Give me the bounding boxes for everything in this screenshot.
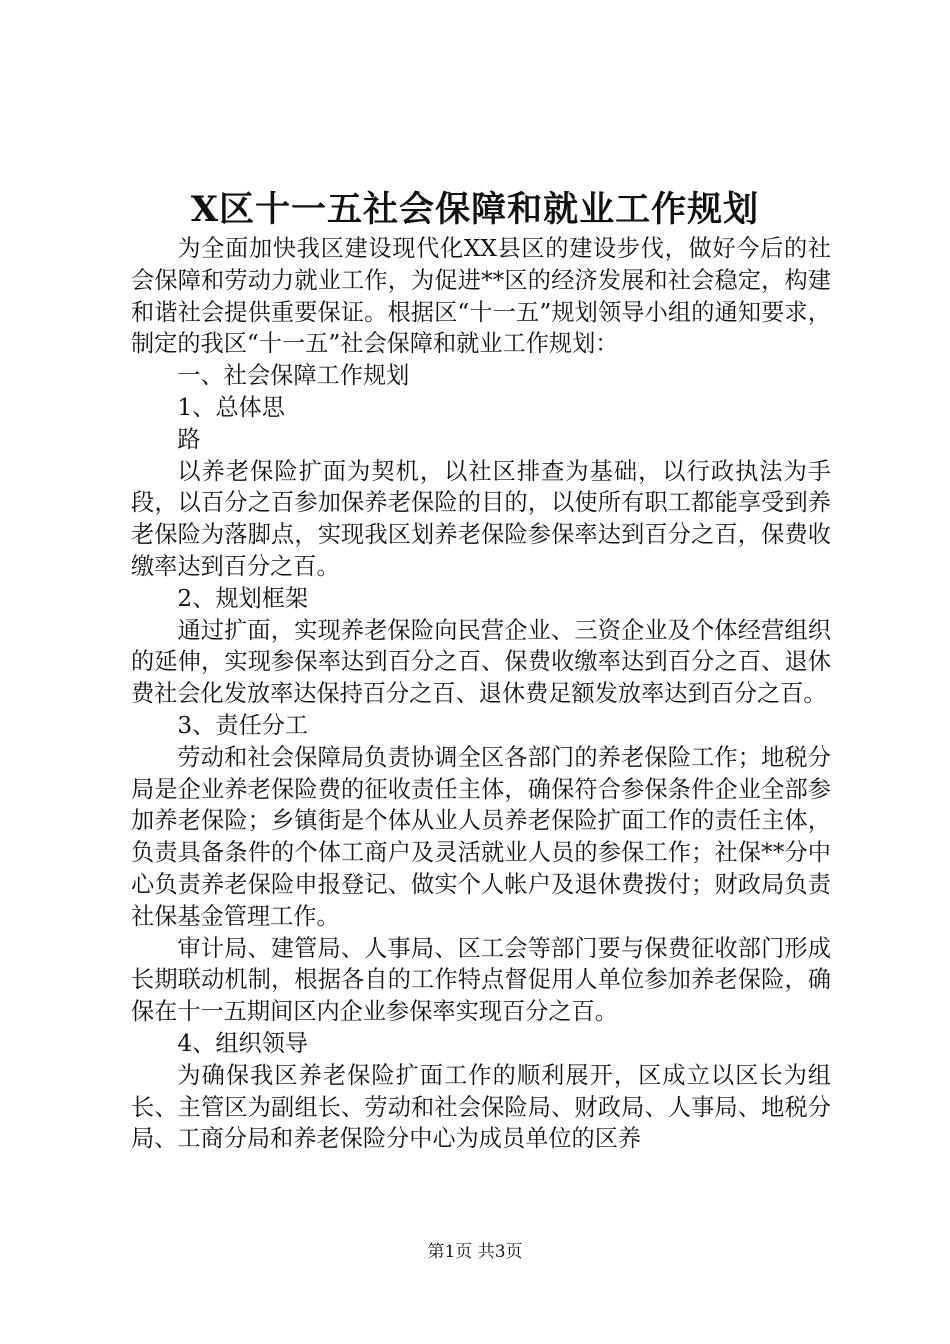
paragraph-3: 劳动和社会保障局负责协调全区各部门的养老保险工作；地税分局是企业养老保险费的征收责任主体，确保符合参保条件企业全部参加养老保险；乡镇街是个体从业人员养老保险扩面工作的责任主体，负责具备条件的个体工商户及灵活就业人员的参保工作；社保**分中心负责养老保险申报登记、做实个人帐户及退休费拨付；财政局负责社保基金管理工作。 bbox=[131, 743, 831, 930]
paragraph-4: 审计局、建管局、人事局、区工会等部门要与保费征收部门形成长期联动机制，根据各自的工作特点督促用人单位参加养老保险，确保在十一五期间区内企业参保率实现百分之百。 bbox=[131, 934, 831, 1026]
document-title: X区十一五社会保障和就业工作规划 bbox=[190, 189, 760, 230]
subheading-1-line-1: 1、总体思 bbox=[177, 393, 285, 421]
document-body bbox=[131, 233, 831, 1155]
page-footer: 第1页 共3页 bbox=[427, 1242, 523, 1262]
subheading-3: 3、责任分工 bbox=[177, 711, 309, 739]
subheading-1-line-2: 路 bbox=[177, 425, 201, 453]
paragraph-2: 通过扩面，实现养老保险向民营企业、三资企业及个体经营组织的延伸，实现参保率达到百分之百、保费收缴率达到百分之百、退休费社会化发放率达保持百分之百、退休费足额发放率达到百分之百。 bbox=[131, 616, 831, 708]
paragraph-1: 以养老保险扩面为契机，以社区排查为基础，以行政执法为手段，以百分之百参加保养老保险的目的，以使所有职工都能享受到养老保险为落脚点，实现我区划养老保险参保率达到百分之百，保费收缴率达到百分之百。 bbox=[131, 457, 831, 580]
paragraph-5: 为确保我区养老保险扩面工作的顺利展开，区成立以区长为组长、主管区为副组长、劳动和社会保险局、财政局、人事局、地税分局、工商分局和养老保险分中心为成员单位的区养 bbox=[131, 1061, 831, 1153]
section-heading-1: 一、社会保障工作规划 bbox=[177, 362, 410, 390]
intro-paragraph: 为全面加快我区建设现代化XX县区的建设步伐，做好今后的社会保障和劳动力就业工作，为促进**区的经济发展和社会稳定，构建和谐社会提供重要保证。根据区“十一五”规划领导小组的通知要求，制定的我区“十一五”社会保障和就业工作规划： bbox=[131, 235, 831, 358]
subheading-4: 4、组织领导 bbox=[177, 1029, 309, 1057]
subheading-2: 2、规划框架 bbox=[177, 584, 309, 612]
